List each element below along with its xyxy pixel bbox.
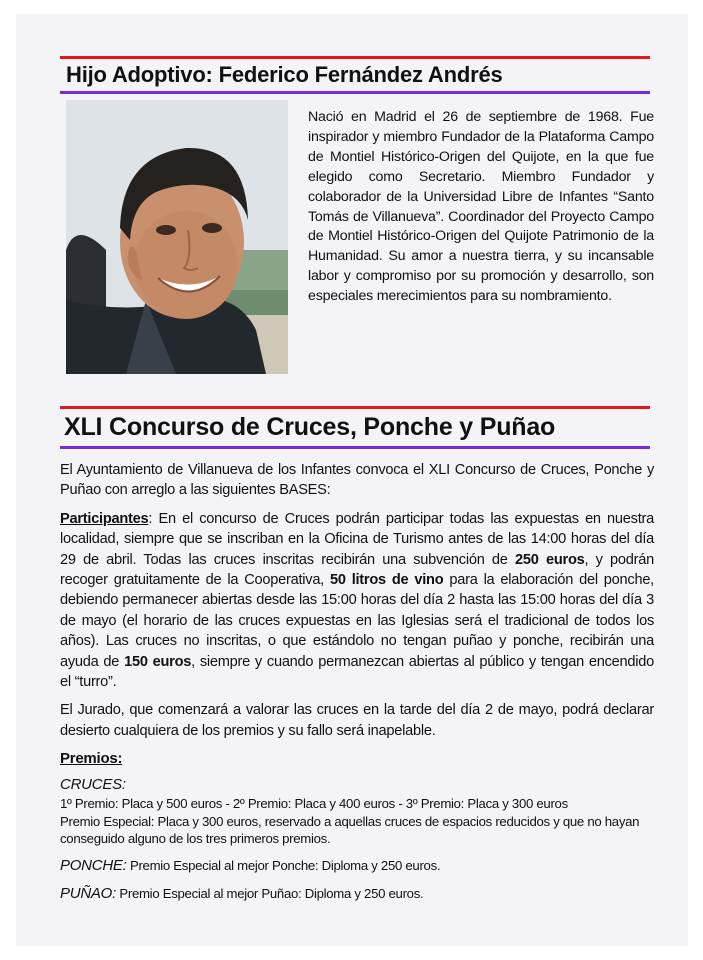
punao-text: Premio Especial al mejor Puñao: Diploma y 250 euros.: [116, 886, 424, 902]
page: [16, 14, 688, 946]
jurado-paragraph: El Jurado, que comenzará a valorar las cruces en la tarde del día 2 de mayo, podrá declarar desierto cualquiera de los premios y su fallo será inapelable.: [60, 702, 654, 739]
participantes-text-2: , y podrán recoger gratuitamente de la Cooperativa,: [60, 551, 654, 589]
subsidy-amount: 250 euros: [515, 551, 585, 568]
ponche-label: PONCHE:: [60, 856, 127, 874]
ponche-text: Premio Especial al mejor Ponche: Diploma y 250 euros.: [126, 857, 441, 873]
cruces-prizes: [60, 775, 654, 848]
wine-amount: 50 litros de vino: [329, 572, 444, 589]
biography-text: Nació en Madrid el 26 de septiembre de 1968. Fue inspirador y miembro Fundador de la Plataforma Campo de Montiel Histórico-Origen del Quijote, en la que fue elegido como Secretario. Miembro Fundador y colaborador de la Universidad Libre de Infantes “Santo Tomás de Villanueva”. Coordinador del Proyecto Campo de Montiel Histórico-Origen del Quijote Patrimonio de la Humanidad. Su amor a nuestra tierra, y su incansable labor y compromiso por su promoción y desarrollo, son especiales merecimientos para su nombramiento.: [308, 109, 654, 305]
cruces-line-2: Premio Especial: Placa y 300 euros, reservado a aquellas cruces de espacios reducidos y que no hayan conseguido alguno de los tres primeros premios.: [60, 813, 640, 847]
purple-rule: [60, 91, 650, 94]
participantes-text-1: : En el concurso de Cruces podrán participar todas las expuestas en nuestra localidad, siempre que se inscriban en la Oficina de Turismo antes de las 14:00 horas del día 29 de abril. Todas las cruces inscritas recibirán una subvención de: [60, 510, 654, 568]
section-title: Hijo Adoptivo: Federico Fernández Andrés: [66, 62, 503, 87]
ponche-prize: [60, 856, 654, 876]
participantes-text-4: , siempre y cuando permanezcan abiertas al público y tengan encendido el “turro”.: [60, 653, 654, 691]
section-header-hijo-adoptivo: [60, 56, 650, 94]
punao-prize: [60, 884, 654, 904]
purple-rule: [60, 446, 650, 449]
aid-amount: 150 euros: [124, 653, 192, 670]
premios-heading: Premios:: [60, 750, 123, 768]
contest-rules: [60, 460, 654, 913]
section-title: XLI Concurso de Cruces, Ponche y Puñao: [64, 413, 556, 441]
portrait-photo: [66, 100, 288, 374]
intro-paragraph: El Ayuntamiento de Villanueva de los Infantes convoca el XLI Concurso de Cruces, Ponche y Puñao con arreglo a las siguientes BASES:: [60, 462, 654, 499]
cruces-line-1: 1º Premio: Placa y 500 euros - 2º Premio: Placa y 400 euros - 3º Premio: Placa y 300 euros: [60, 796, 568, 812]
cruces-label: CRUCES:: [60, 775, 126, 793]
portrait-illustration: [66, 100, 288, 374]
participantes-text-3: para la elaboración del ponche, debiendo permanecer abiertas desde las 15:00 horas del día 2 hasta las 15:00 horas del día 3 de mayo (el horario de las cruces expuestas en las Iglesias será el tradicional de todos los años). Las cruces no inscritas, o que estándolo no tengan puñao y ponche, recibirán una ayuda de: [60, 572, 654, 670]
participantes-label: Participantes: [60, 510, 149, 527]
participantes-paragraph: [60, 509, 654, 693]
punao-label: PUÑAO:: [60, 885, 117, 903]
section-header-concurso: [60, 406, 650, 449]
